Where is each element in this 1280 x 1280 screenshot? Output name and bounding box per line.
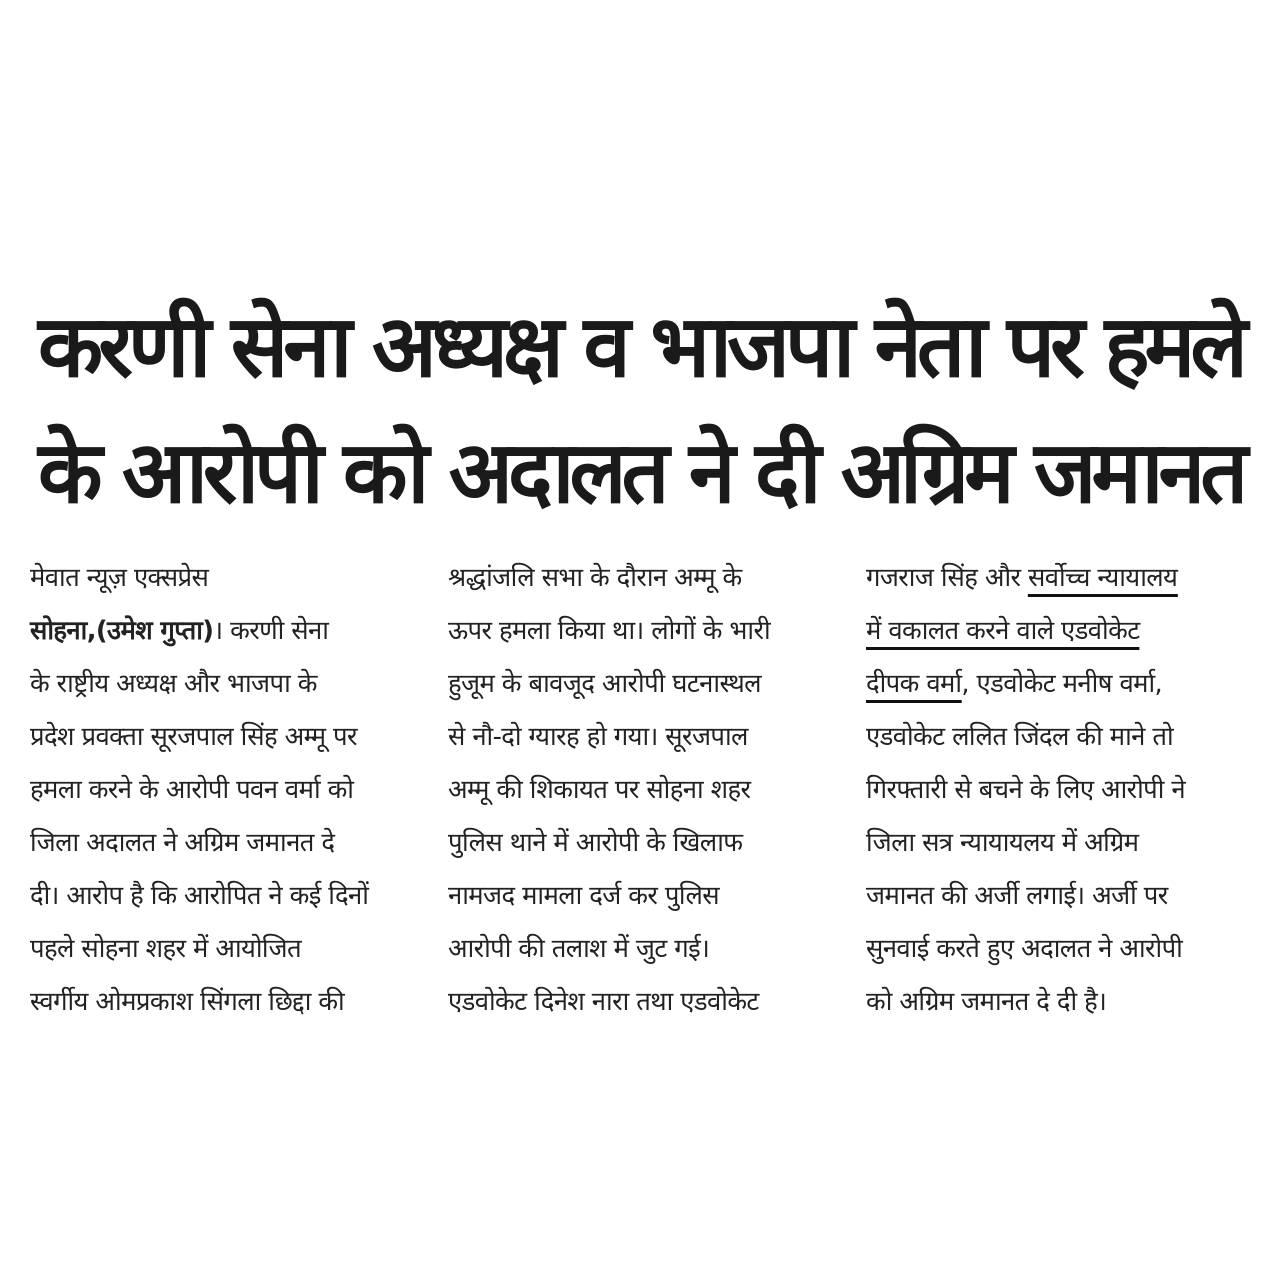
body-line: हुजूम के बावजूद आरोपी घटनास्थल: [448, 669, 761, 699]
body-line: दी। आरोप है कि आरोपित ने कई दिनों: [30, 881, 369, 911]
body-line: गिरफ्तारी से बचने के लिए आरोपी ने: [866, 775, 1186, 805]
body-text: , एडवोकेट मनीष वर्मा,: [961, 669, 1163, 699]
article-column-2: [448, 552, 828, 1029]
body-line: [866, 605, 1241, 658]
body-line: पहले सोहना शहर में आयोजित: [30, 934, 302, 964]
lead-tail: । करणी सेना: [213, 616, 329, 646]
body-line: प्रदेश प्रवक्ता सूरजपाल सिंह अम्मू पर: [30, 722, 357, 752]
underlined-text: सर्वोच्च न्यायालय: [1028, 563, 1177, 597]
body-line: आरोपी की तलाश में जुट गई।: [448, 934, 710, 964]
underlined-text: दीपक वर्मा: [866, 669, 961, 703]
body-line: स्वर्गीय ओमप्रकाश सिंगला छिद्दा की: [30, 987, 345, 1017]
body-line: श्रद्धांजलि सभा के दौरान अम्मू के: [448, 563, 742, 593]
underlined-text: में वकालत करने वाले एडवोकेट: [866, 616, 1140, 650]
body-line: जमानत की अर्जी लगाई। अर्जी पर: [866, 881, 1168, 911]
body-line: को अग्रिम जमानत दे दी है।: [866, 987, 1107, 1017]
body-line: से नौ-दो ग्यारह हो गया। सूरजपाल: [448, 722, 748, 752]
body-text: गजराज सिंह और: [866, 563, 1028, 593]
body-line: [866, 658, 1241, 711]
article-column-1: [30, 552, 410, 1029]
headline-line-1: करणी सेना अध्यक्ष व भाजपा नेता पर हमले: [38, 297, 1243, 397]
body-line: पुलिस थाने में आरोपी के खिलाफ: [448, 828, 743, 858]
body-line: [866, 552, 1241, 605]
body-line: ऊपर हमला किया था। लोगों के भारी: [448, 616, 771, 646]
body-line: एडवोकेट ललित जिंदल की माने तो: [866, 722, 1174, 752]
dateline-line: [30, 605, 405, 658]
dateline: सोहना,(उमेश गुप्ता): [30, 616, 214, 646]
body-line: जिला सत्र न्यायायलय में अग्रिम: [866, 828, 1139, 858]
body-line: सुनवाई करते हुए अदालत ने आरोपी: [866, 934, 1183, 964]
body-line: अम्मू की शिकायत पर सोहना शहर: [448, 775, 751, 805]
body-line: नामजद मामला दर्ज कर पुलिस: [448, 881, 720, 911]
article-column-3: [866, 552, 1246, 1029]
body-line: एडवोकेट दिनेश नारा तथा एडवोकेट: [448, 987, 759, 1017]
headline-line-2: के आरोपी को अदालत ने दी अग्रिम जमानत: [38, 423, 1244, 523]
body-line: जिला अदालत ने अग्रिम जमानत दे: [30, 828, 335, 858]
source-line: मेवात न्यूज़ एक्सप्रेस: [30, 563, 209, 593]
body-line: के राष्ट्रीय अध्यक्ष और भाजपा के: [30, 669, 317, 699]
body-line: हमला करने के आरोपी पवन वर्मा को: [30, 775, 354, 805]
